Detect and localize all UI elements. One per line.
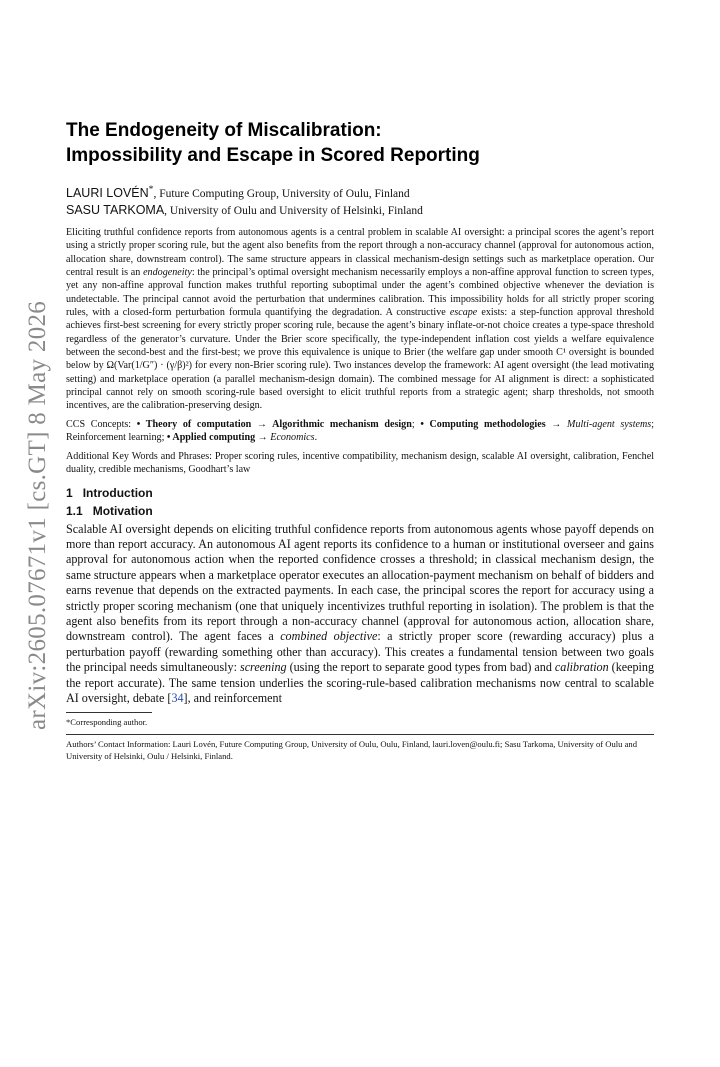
author-line (66, 202, 654, 219)
ccs-separator: . (314, 432, 318, 444)
abstract-emphasis: escape (449, 306, 478, 318)
ccs-separator: → (255, 432, 271, 444)
intro-paragraph (66, 522, 654, 707)
body-text: ], and reinforcement (183, 691, 282, 706)
ccs-term: • Computing methodologies (420, 418, 546, 430)
abstract-text: exists: a step-function approval threshold achieves first-best screening for every strictly proper scoring rule, because the agent’s binary inflate-or-not choice creates a type-space threshold regardless of the generator’s curvature. Under the Brier score specifically, the type-independent inflation cost yields a welfare equivalence between the second-best and the first-best; we prove this equivalence is unique to Brier (the welfare gap under smooth C¹ oversight is bounded below by Ω(Var(1/G″) · (γ/β)²) for every non-Brier scoring rule). Two instances develop the framework: AI agent oversight (the lead motivating setting) and marketplace operation (a parallel mechanism-design domain). The combined message for AI alignment is direct: a sophisticated principal cannot rely on smooth scoring-rule based oversight to elicit truthful reports from a strategic agent; sharp thresholds, not smooth incentives, are the calibration-preserving design. (66, 306, 655, 412)
body-emphasis: screening (239, 660, 287, 675)
ccs-term: • Theory of computation → Algorithmic mechanism design (136, 418, 412, 430)
title-line-1: The Endogeneity of Miscalibration: (66, 120, 382, 141)
abstract-emphasis: endogeneity (143, 266, 192, 278)
ccs-separator: → (545, 418, 568, 430)
body-text: (using the report to separate good types from bad) and (286, 660, 555, 675)
body-text: (keeping the report accurate). The same tension underlies the scoring-rule-based calibration mechanisms now central to scalable AI oversight, debate [ (66, 660, 654, 706)
abstract (66, 226, 654, 413)
body-emphasis: calibration (554, 660, 609, 675)
author-name: SASU TARKOMA (66, 202, 165, 217)
title-line-2: Impossibility and Escape in Scored Reporting (66, 145, 480, 166)
ccs-term: • Applied computing (166, 432, 256, 444)
ccs-separator: ; (411, 418, 421, 430)
body-text: Scalable AI oversight depends on eliciting truthful confidence reports from autonomous agents whose payoff depends on more than report accuracy. An autonomous AI agent reports its confidence to a human or institutional overseer and gains approval for autonomous action when the reported confidence crosses a threshold; in classical mechanism design, the same structure appears when a marketplace operator executes an allocation-payment mechanism on behalf of bidders and earns revenue that depends on the extracted payments. In each case, the principal scores the report for accuracy using a strictly proper scoring mechanism (one that uniquely incentivizes truthful reporting in isolation). The problem is that the agent also benefits from its report through a non-accuracy channel (approval for autonomous action, allocation share, downstream control). The agent faces a (66, 521, 654, 644)
body-emphasis: combined objective (280, 629, 378, 644)
paper-title (66, 118, 654, 168)
section-heading (66, 485, 654, 501)
section-number: 1 (66, 485, 73, 500)
author-name: LAURI LOVÉN (66, 185, 149, 200)
abstract-text: : the principal’s optimal oversight mechanism necessarily employs a non-affine approval function to screen types, yet any non-affine approval function makes truthful reporting suboptimal under the agent’s combined objective whenever the deviation is undetectable. The principal cannot avoid the perturbation that undermines calibration. This impossibility holds for all strictly proper scoring rules, with a closed-form perturbation formula quantifying the degradation. A constructive (66, 266, 654, 318)
ccs-concepts (66, 418, 654, 445)
corresponding-mark: * (148, 184, 154, 195)
author-affiliation: , University of Oulu and University of Helsinki, Finland (164, 204, 423, 217)
footnote: *Corresponding author. (66, 716, 148, 727)
subsection-title: Motivation (92, 503, 153, 518)
author-contact-info: Authors’ Contact Information: Lauri Lovén, Future Computing Group, University of Oulu, Oulu, Finland, lauri.loven@oulu.fi; Sasu Tarkoma, University of Oulu and University of Helsinki, Oulu / Helsinki, Finland. (66, 738, 637, 761)
ccs-separator: ; Reinforcement learning; (66, 418, 655, 444)
contact-divider (66, 734, 654, 735)
citation-link[interactable]: 34 (171, 691, 184, 706)
ccs-term: Multi-agent systems (567, 418, 652, 430)
ccs-term: Economics (270, 432, 315, 444)
keywords: Additional Key Words and Phrases: Proper scoring rules, incentive compatibility, mechanism design, scalable AI oversight, calibration, Fenchel duality, credible mechanisms, Goodhart’s law (66, 450, 654, 476)
author-line (66, 182, 654, 202)
paper-page (66, 118, 654, 762)
subsection-heading (66, 503, 654, 519)
footnote-divider (66, 712, 152, 713)
subsection-number: 1.1 (66, 503, 83, 518)
arxiv-identifier: arXiv:2605.07671v1 [cs.GT] 8 May 2026 (24, 300, 51, 730)
body-text: : a strictly proper score (rewarding accuracy) plus a perturbation payoff (rewarding something other than accuracy). This creates a fundamental tension between two goals the principal needs simultaneously: (66, 629, 655, 675)
author-list (66, 182, 654, 219)
ccs-label: CCS Concepts: (66, 418, 137, 430)
author-affiliation: , Future Computing Group, University of Oulu, Finland (153, 187, 410, 200)
abstract-text: Eliciting truthful confidence reports from autonomous agents is a central problem in scalable AI oversight: a principal scores the agent’s report using a strictly proper scoring rule, but the agent also benefits from the report through a non-accuracy channel (approval for autonomous action, allocation share, downstream control). The same structure appears in classical mechanism-design settings such as marketplace operation. Our central result is an (66, 226, 654, 278)
section-title: Introduction (82, 485, 153, 500)
